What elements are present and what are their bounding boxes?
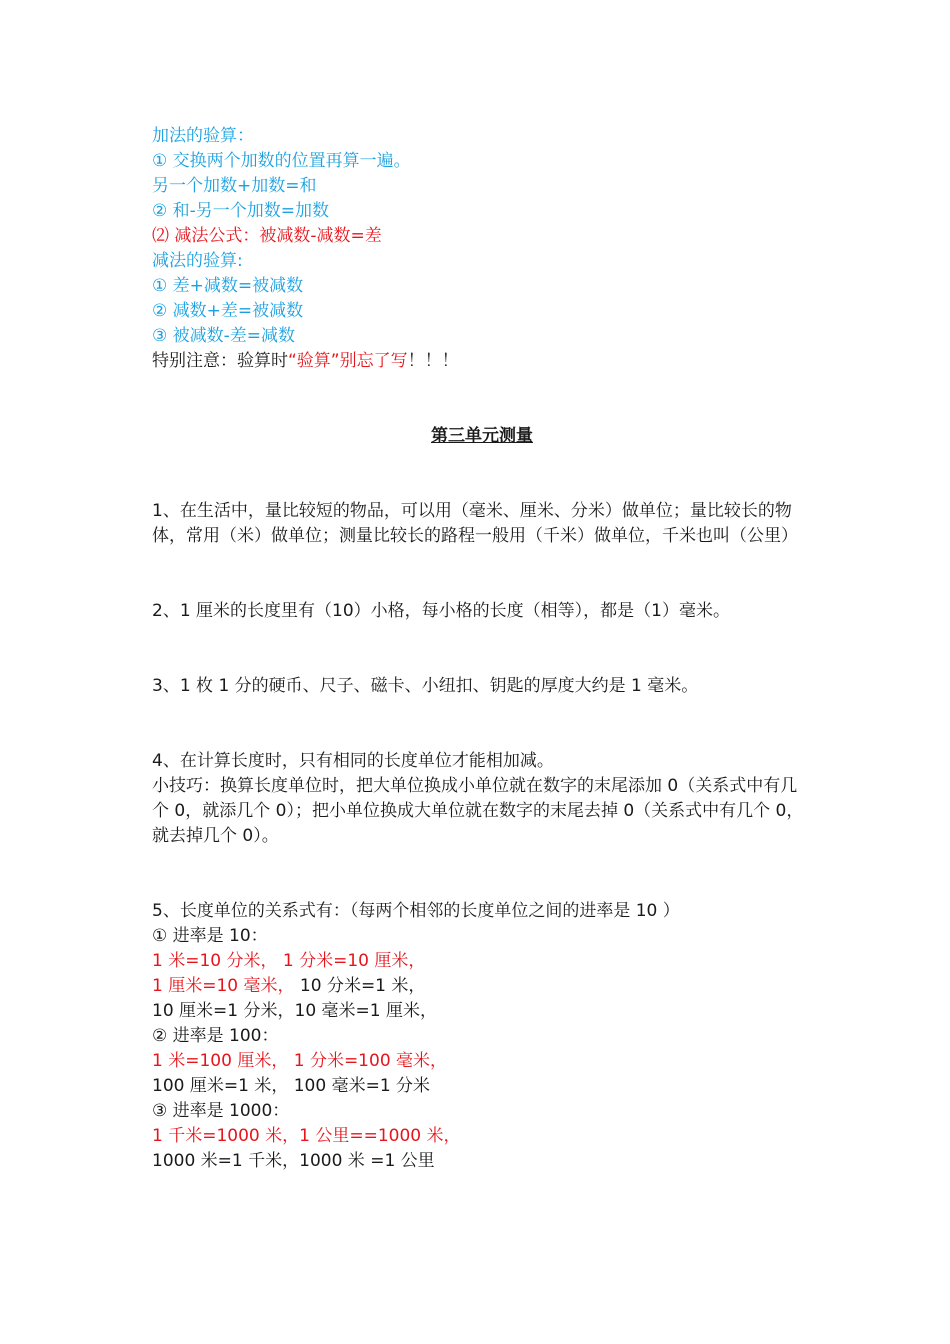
sub-verify-step-3: ③ 被减数-差=减数: [152, 326, 296, 346]
rate-10-black-part: 10 分米=1 米，: [294, 976, 426, 996]
rate-10-heading: ① 进率是 10：: [152, 926, 268, 946]
note-suffix: ！！！: [407, 351, 459, 371]
add-verify-step-1: ① 交换两个加数的位置再算一遍。: [152, 151, 411, 171]
rate-1000-heading: ③ 进率是 1000：: [152, 1101, 290, 1121]
item-4-tip: 小技巧：换算长度单位时，把大单位换成小单位就在数字的末尾添加 0（关系式中有几个 0，就添几个 0）；把小单位换成大单位就在数字的末尾去掉 0（关系式中有几个 0，就去掉几个 0）。: [152, 776, 804, 846]
sub-verify-step-2: ② 减数+差=被减数: [152, 301, 304, 321]
rate-100-red-line: 1 米=100 厘米， 1 分米=100 毫米，: [152, 1051, 448, 1071]
rate-10-red-line-1: 1 米=10 分米， 1 分米=10 厘米，: [152, 951, 426, 971]
item-4: 4、在计算长度时，只有相同的长度单位才能相加减。: [152, 751, 554, 771]
sub-verify-step-1: ① 差+减数=被减数: [152, 276, 304, 296]
document-page: [152, 124, 812, 1174]
rate-10-line-2: [152, 974, 812, 999]
item-2: 2、1 厘米的长度里有（10）小格，每小格的长度（相等），都是（1）毫米。: [152, 601, 730, 621]
sub-verify-heading: 减法的验算:: [152, 251, 243, 271]
note-prefix: 特别注意：验算时: [152, 351, 288, 371]
rate-10-red-part: 1 厘米=10 毫米，: [152, 976, 295, 996]
rate-1000-red-line: 1 千米=1000 米，1 公里==1000 米，: [152, 1126, 461, 1146]
add-verify-heading: 加法的验算：: [152, 126, 254, 146]
special-note: [152, 349, 812, 374]
rate-1000-line: 1000 米=1 千米，1000 米 =1 公里: [152, 1151, 435, 1171]
unit-title: 第三单元测量: [431, 426, 533, 446]
verification-section: [152, 124, 812, 374]
item-4-block: [152, 749, 812, 849]
item-5: 5、长度单位的关系式有：（每两个相邻的长度单位之间的进率是 10 ）: [152, 901, 680, 921]
sub-formula: ⑵ 减法公式：被减数-减数=差: [152, 226, 382, 246]
item-1: 1、在生活中，量比较短的物品，可以用（毫米、厘米、分米）做单位；量比较长的物体，常用（米）做单位；测量比较长的路程一般用（千米）做单位，千米也叫（公里）: [152, 501, 798, 546]
rate-100-line: 100 厘米=1 米， 100 毫米=1 分米: [152, 1076, 431, 1096]
add-verify-step-2: ② 和-另一个加数=加数: [152, 201, 330, 221]
rate-10-line-3: 10 厘米=1 分米，10 毫米=1 厘米，: [152, 1001, 437, 1021]
item-3: 3、1 枚 1 分的硬币、尺子、磁卡、小纽扣、钥匙的厚度大约是 1 毫米。: [152, 676, 699, 696]
note-highlight: “验算”别忘了写: [288, 351, 408, 371]
rate-100-heading: ② 进率是 100：: [152, 1026, 279, 1046]
item-5-block: [152, 899, 812, 1174]
add-verify-formula: 另一个加数+加数=和: [152, 176, 317, 196]
